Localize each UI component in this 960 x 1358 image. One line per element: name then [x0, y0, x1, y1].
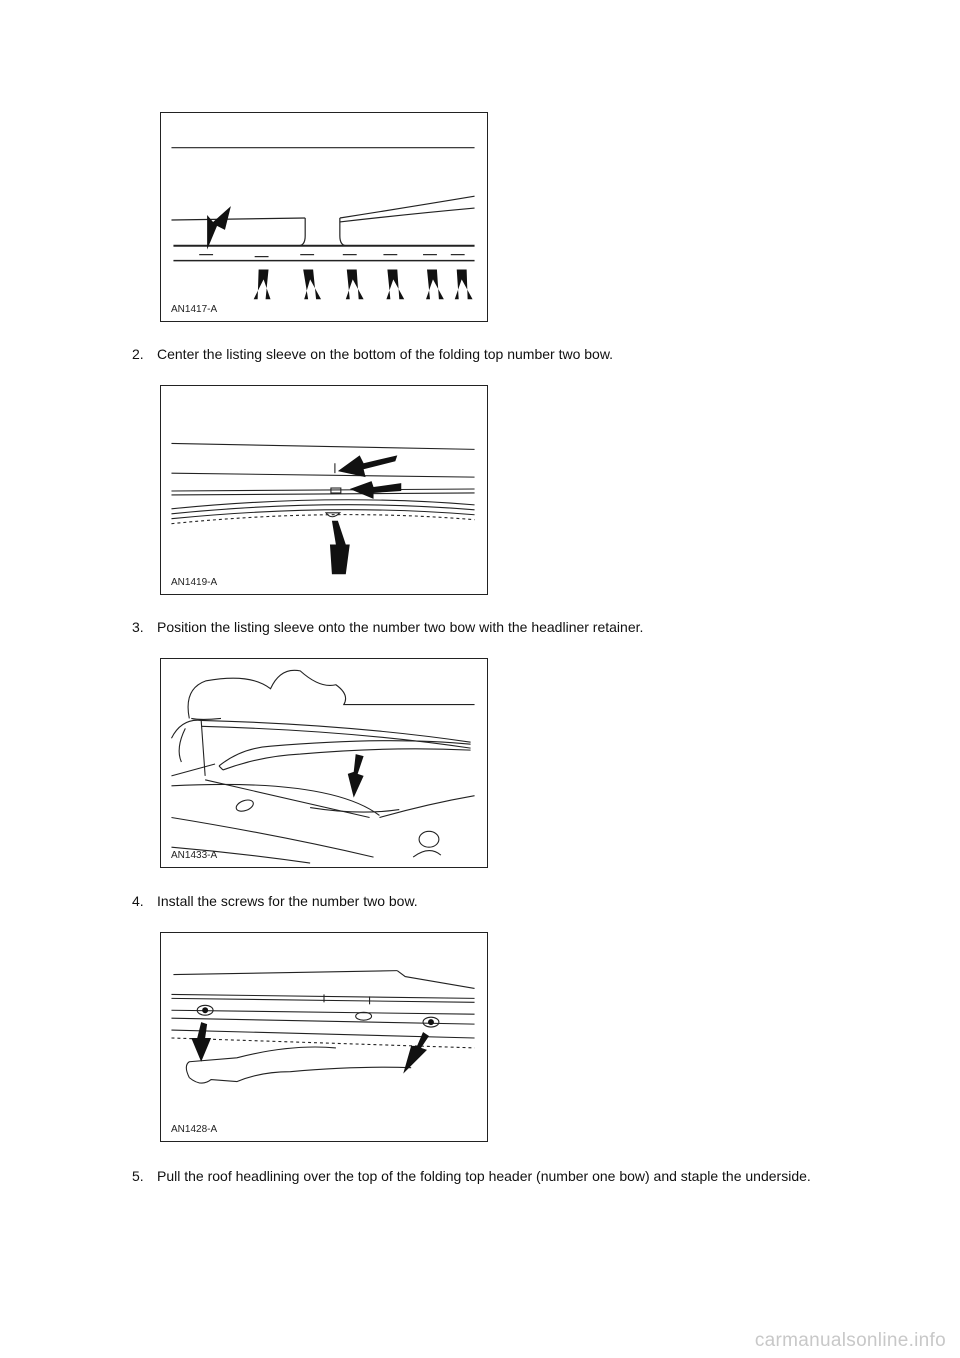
step-text: Center the listing sleeve on the bottom of the folding top number two bow.: [157, 346, 614, 362]
step-number: 3.: [132, 619, 144, 635]
figure-label: AN1417-A: [171, 304, 218, 315]
step-number: 5.: [132, 1168, 144, 1184]
diagram-illustration: [161, 659, 487, 867]
figure-label: AN1428-A: [171, 1124, 218, 1135]
figure-label: AN1419-A: [171, 577, 218, 588]
step-number: 2.: [132, 346, 144, 362]
figure-an1417: [160, 112, 488, 322]
step-text: Position the listing sleeve onto the number two bow with the headliner retainer.: [157, 619, 644, 635]
figure-an1428: [160, 932, 488, 1142]
step-text: Pull the roof headlining over the top of the folding top header (number one bow) and staple the underside.: [157, 1168, 811, 1184]
step-4: [132, 893, 852, 910]
step-5: [132, 1168, 852, 1185]
diagram-illustration: [161, 113, 487, 321]
diagram-illustration: [161, 386, 487, 594]
figure-label: AN1433-A: [171, 850, 218, 861]
step-2: [132, 346, 852, 363]
step-number: 4.: [132, 893, 144, 909]
step-text: Install the screws for the number two bow.: [157, 893, 418, 909]
step-3: [132, 619, 852, 636]
figure-an1419: [160, 385, 488, 595]
figure-an1433: [160, 658, 488, 868]
watermark: carmanualsonline.info: [754, 1330, 946, 1351]
diagram-illustration: [161, 933, 487, 1141]
